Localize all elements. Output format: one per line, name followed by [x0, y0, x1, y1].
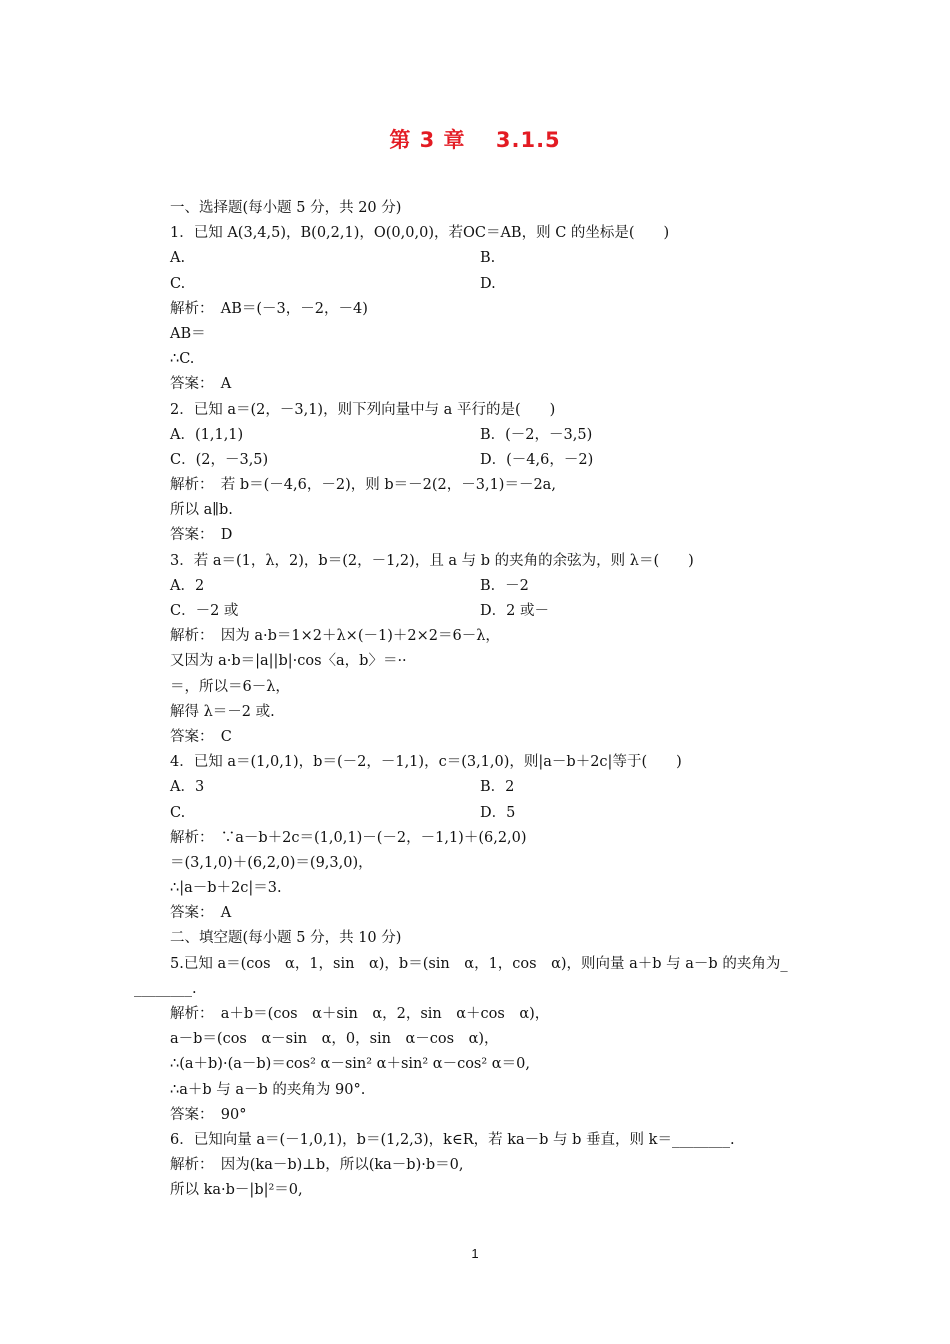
- text-line: [170, 775, 870, 800]
- text-line: [170, 599, 870, 624]
- option-right-column: D.: [480, 275, 496, 292]
- text-line: [170, 272, 870, 297]
- text-line: [170, 1002, 870, 1027]
- option-right-column: B．(－2，－3,5): [480, 426, 593, 443]
- text-line: [170, 649, 870, 674]
- line-text: a－b＝(cos α－sin α，0，sin α－cos α)，: [170, 1031, 499, 1048]
- text-line: [170, 700, 870, 725]
- line-text: ∴C.: [170, 351, 195, 368]
- line-text: 5.已知 a＝(cos α，1，sin α)，b＝(sin α，1，cos α)，则向量 a＋b 与 a－b 的夹角为_: [170, 955, 788, 972]
- line-text: 答案： A: [170, 376, 232, 393]
- text-line: [170, 196, 870, 221]
- text-line: [170, 1103, 870, 1128]
- line-text: ________.: [134, 980, 197, 997]
- option-right-column: B．2: [480, 779, 515, 796]
- line-text: ∴a＋b 与 a－b 的夹角为 90°.: [170, 1081, 366, 1098]
- line-text: C．(2，－3,5): [170, 451, 269, 468]
- line-text: A.: [170, 250, 186, 267]
- text-line: [170, 624, 870, 649]
- text-line: [170, 347, 870, 372]
- line-text: 解析： ∵a－b＋2c＝(1,0,1)－(－2，－1,1)＋(6,2,0): [170, 829, 527, 846]
- text-line: [170, 473, 870, 498]
- option-right-column: B．－2: [480, 577, 529, 594]
- page-number: 1: [471, 1246, 479, 1261]
- text-line: [170, 549, 870, 574]
- text-line: [170, 876, 870, 901]
- text-line: [170, 851, 870, 876]
- line-text: 解析： AB＝(－3，－2，－4): [170, 300, 368, 317]
- line-text: 解析： a＋b＝(cos α＋sin α，2，sin α＋cos α)，: [170, 1006, 550, 1022]
- option-right-column: D．(－4,6，－2): [480, 451, 594, 468]
- line-text: 解析： 因为(ka－b)⊥b，所以(ka－b)·b＝0,: [170, 1157, 464, 1174]
- line-text: C.: [170, 804, 186, 821]
- line-text: 答案： D: [170, 527, 233, 544]
- line-text: C.: [170, 275, 186, 292]
- text-line: [170, 1027, 870, 1052]
- text-line: [170, 574, 870, 599]
- line-text: A．(1,1,1): [170, 426, 244, 443]
- text-line: [170, 826, 870, 851]
- text-line: [170, 1052, 870, 1077]
- text-line: [170, 952, 870, 977]
- option-right-column: D．2 或－: [480, 603, 549, 619]
- text-line: [170, 423, 870, 448]
- option-right-column: B.: [480, 250, 496, 267]
- line-text: AB＝: [170, 325, 206, 342]
- line-text: 解得 λ＝－2 或.: [170, 703, 275, 720]
- text-line: [170, 725, 870, 750]
- line-text: 解析： 因为 a·b＝1×2＋λ×(－1)＋2×2＝6－λ，: [170, 628, 500, 645]
- line-text: C．－2 或: [170, 603, 239, 619]
- text-line: [170, 498, 870, 523]
- text-line: [134, 977, 834, 1002]
- line-text: 所以 ka·b－|b|²＝0,: [170, 1182, 303, 1199]
- text-line: [170, 901, 870, 926]
- line-text: 答案： A: [170, 905, 232, 922]
- page-title: 第 3 章 3.1.5: [389, 128, 561, 152]
- line-text: 所以 a∥b.: [170, 502, 233, 519]
- line-text: 答案： C: [170, 728, 232, 745]
- text-line: [170, 1128, 870, 1153]
- text-line: [170, 297, 870, 322]
- text-line: [170, 1178, 870, 1203]
- document-body: [134, 196, 870, 1204]
- text-line: [170, 372, 870, 397]
- text-line: [170, 246, 870, 271]
- text-line: [170, 221, 870, 246]
- line-text: 一、选择题(每小题 5 分，共 20 分): [170, 200, 402, 216]
- text-line: [170, 926, 870, 951]
- line-text: 答案： 90°: [170, 1106, 247, 1123]
- option-right-column: D．5: [480, 804, 516, 821]
- line-text: A．3: [170, 779, 205, 796]
- line-text: A．2: [170, 577, 205, 594]
- text-line: [170, 1153, 870, 1178]
- line-text: 4．已知 a＝(1,0,1)，b＝(－2，－1,1)，c＝(3,1,0)，则|a－b＋2c|等于( ): [170, 754, 682, 771]
- text-line: [170, 523, 870, 548]
- text-line: [170, 1078, 870, 1103]
- text-line: [170, 398, 870, 423]
- line-text: 1．已知 A(3,4,5)，B(0,2,1)，O(0,0,0)，若OC＝AB，则 C 的坐标是( ): [170, 225, 670, 242]
- line-text: 2．已知 a＝(2，－3,1)，则下列向量中与 a 平行的是( ): [170, 401, 556, 418]
- line-text: 解析： 若 b＝(－4,6，－2)，则 b＝－2(2，－3,1)＝－2a,: [170, 477, 556, 494]
- text-line: [170, 448, 870, 473]
- text-line: [170, 801, 870, 826]
- line-text: ∴|a－b＋2c|＝3.: [170, 880, 282, 897]
- text-line: [170, 322, 870, 347]
- line-text: ∴(a＋b)·(a－b)＝cos² α－sin² α＋sin² α－cos² α＝0,: [170, 1056, 530, 1073]
- text-line: [170, 675, 870, 700]
- line-text: 6．已知向量 a＝(－1,0,1)，b＝(1,2,3)，k∈R，若 ka－b 与 b 垂直，则 k＝________.: [170, 1131, 735, 1148]
- line-text: ＝，所以＝6－λ，: [170, 678, 290, 695]
- line-text: 又因为 a·b＝|a||b|·cos〈a，b〉＝··: [170, 653, 407, 670]
- line-text: ＝(3,1,0)＋(6,2,0)＝(9,3,0)，: [170, 854, 373, 871]
- line-text: 3．若 a＝(1，λ，2)，b＝(2，－1,2)，且 a 与 b 的夹角的余弦为，则 λ＝( ): [170, 552, 694, 569]
- text-line: [170, 750, 870, 775]
- line-text: 二、填空题(每小题 5 分，共 10 分): [170, 930, 402, 947]
